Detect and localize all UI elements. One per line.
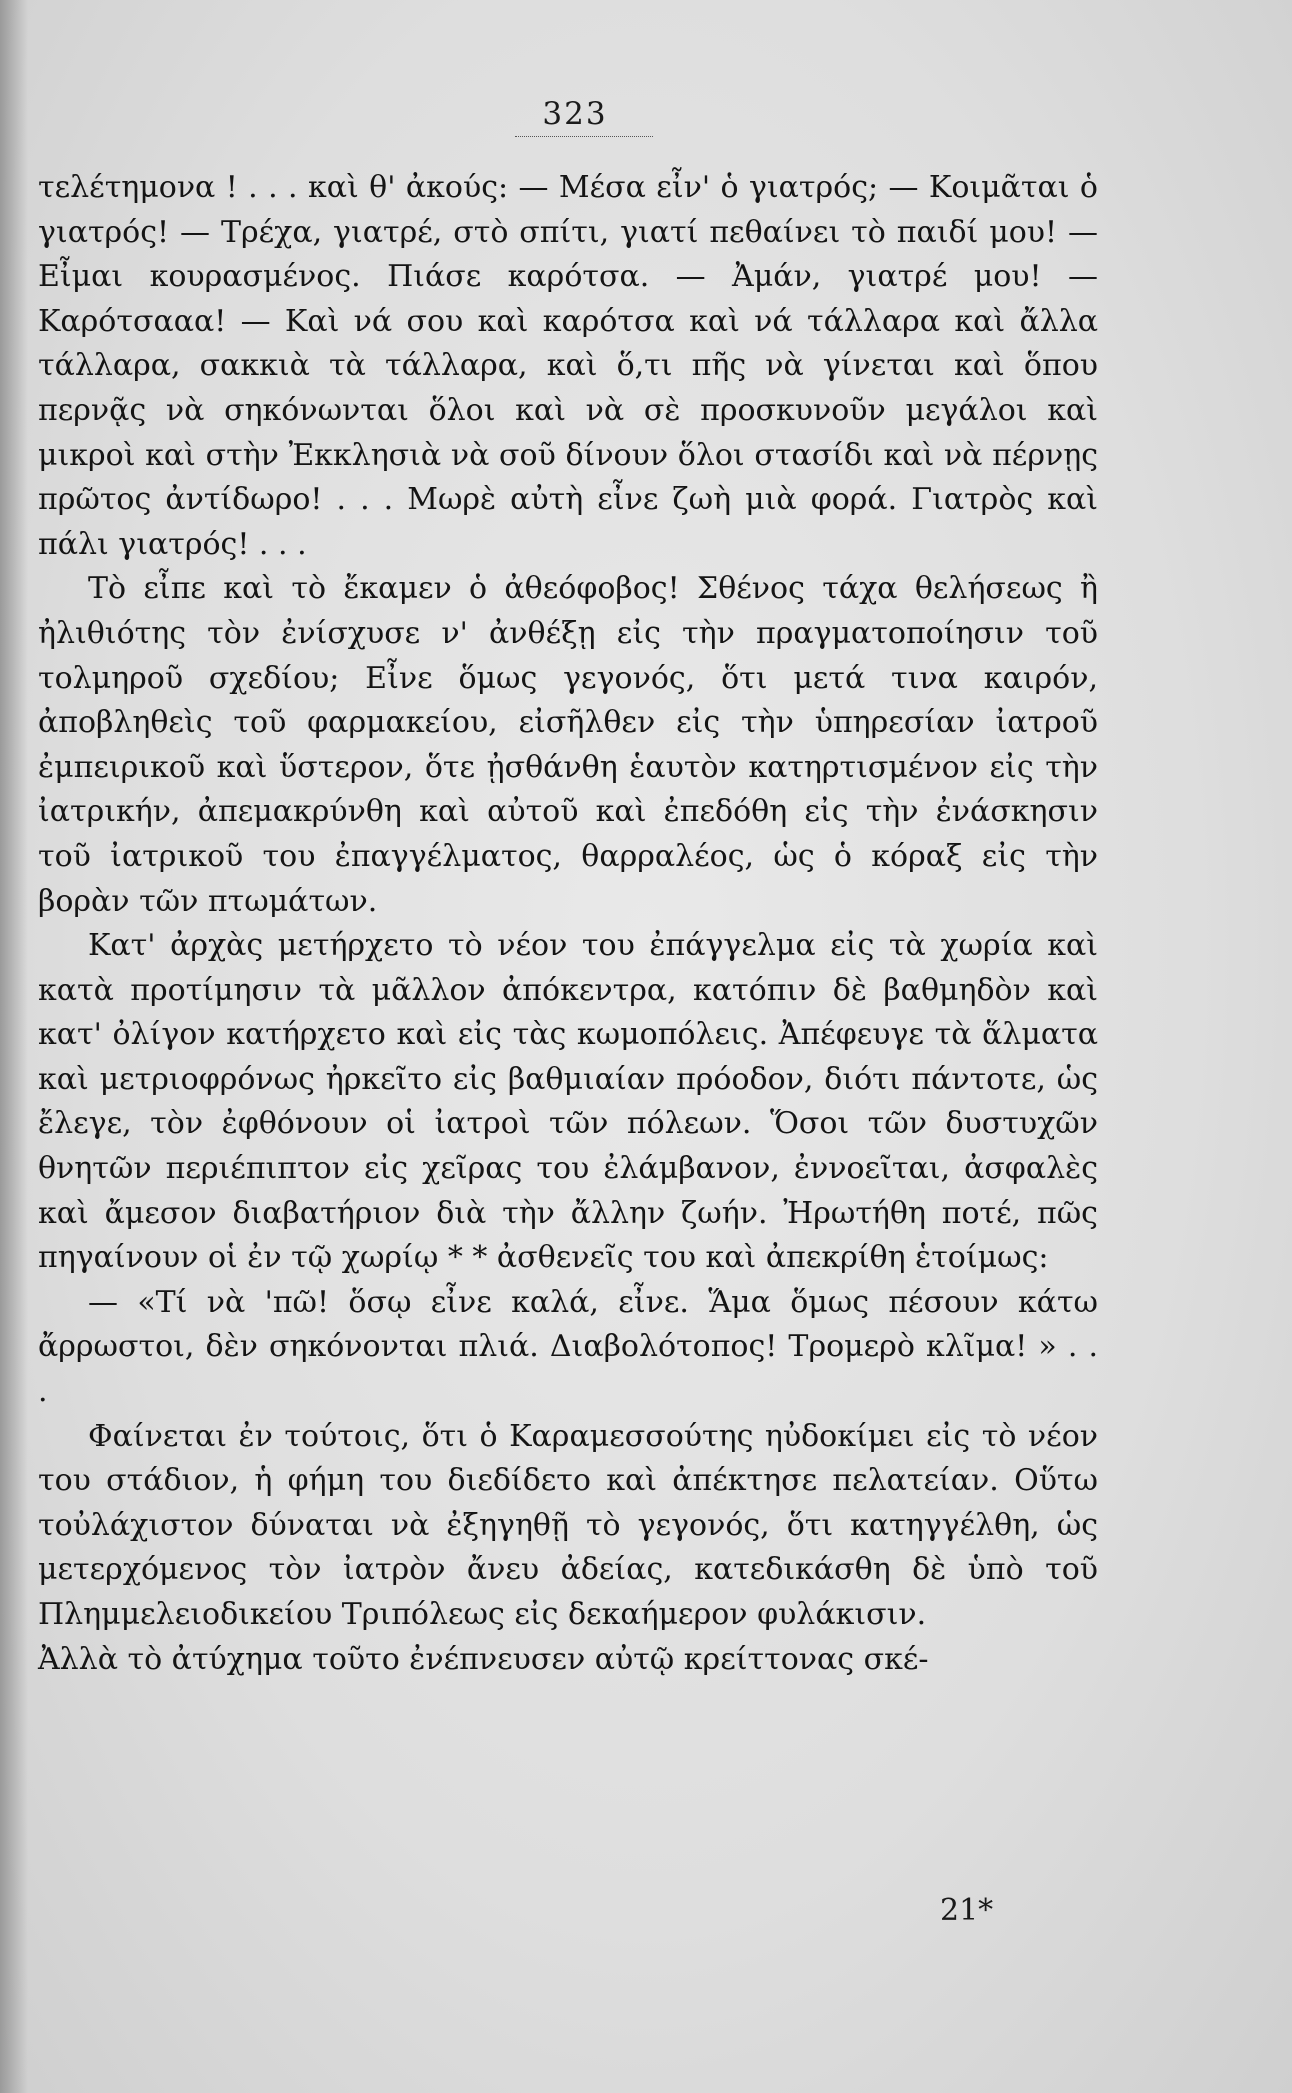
- page-edge-shadow: [0, 0, 28, 2093]
- page-number-underline: [515, 136, 653, 137]
- paragraph-3: Κατ' ἀρχὰς μετήρχετο τὸ νέον του ἐπάγγελμα εἰς τὰ χωρία καὶ κατὰ προτίμησιν τὰ μᾶλλον ἀπόκεντρα, κατόπιν δὲ βαθμηδὸν καὶ κατ' ὀλίγον κατήρχετο καὶ εἰς τὰς κωμοπόλεις. Ἀπέφευγε τὰ ἅλματα καὶ μετριοφρόνως ἠρκεῖτο εἰς βαθμιαίαν πρόοδον, διότι πάντοτε, ὡς ἔλεγε, τὸν ἐφθόνουν οἱ ἰατροὶ τῶν πόλεων. Ὅσοι τῶν δυστυχῶν θνητῶν περιέπιπτον εἰς χεῖρας του ἐλάμβανον, ἐννοεῖται, ἀσφαλὲς καὶ ἄμεσον διαβατήριον διὰ τὴν ἄλλην ζωήν. Ἠρωτήθη ποτέ, πῶς πηγαίνουν οἱ ἐν τῷ χωρίῳ * * ἀσθενεῖς του καὶ ἀπεκρίθη ἑτοίμως:: [38, 928, 1098, 1276]
- page-number: 323: [542, 96, 608, 132]
- paragraph-2: Τὸ εἶπε καὶ τὸ ἔκαμεν ὁ ἀθεόφοβος! Σθένος τάχα θελήσεως ἢ ἠλιθιότης τὸν ἐνίσχυσε ν' ἀνθέξῃ εἰς τὴν πραγματοποίησιν τοῦ τολμηροῦ σχεδίου; Εἶνε ὅμως γεγονός, ὅτι μετά τινα καιρόν, ἀποβληθεὶς τοῦ φαρμακείου, εἰσῆλθεν εἰς τὴν ὑπηρεσίαν ἰατροῦ ἐμπειρικοῦ καὶ ὕστερον, ὅτε ᾐσθάνθη ἑαυτὸν κατηρτισμένον εἰς τὴν ἰατρικήν, ἀπεμακρύνθη καὶ αὐτοῦ καὶ ἐπεδόθη εἰς τὴν ἐνάσκησιν τοῦ ἰατρικοῦ του ἐπαγγέλματος, θαρραλέος, ὡς ὁ κόραξ εἰς τὴν βορὰν τῶν πτωμάτων.: [38, 571, 1098, 919]
- paragraph-1: τελέτημονα ! . . . καὶ θ' ἀκούς: — Μέσα εἶν' ὁ γιατρός; — Κοιμᾶται ὁ γιατρός! — Τρέχα, γιατρέ, στὸ σπίτι, γιατί πεθαίνει τὸ παιδί μου! — Εἶμαι κουρασμένος. Πιάσε καρότσα. — Ἀμάν, γιατρέ μου! — Καρότσααα! — Καὶ νά σου καὶ καρότσα καὶ νά τάλλαρα καὶ ἄλλα τάλλαρα, σακκιὰ τὰ τάλλαρα, καὶ ὅ,τι πῆς νὰ γίνεται καὶ ὅπου περνᾷς νὰ σηκόνωνται ὅλοι καὶ νὰ σὲ προσκυνοῦν μεγάλοι καὶ μικροὶ καὶ στὴν Ἐκκλησιὰ νὰ σοῦ δίνουν ὅλοι στασίδι καὶ νὰ πέρνῃς πρῶτος ἀντίδωρο! . . . Μωρὲ αὐτὴ εἶνε ζωὴ μιὰ φορά. Γιατρὸς καὶ πάλι γιατρός! . . .: [38, 170, 1098, 562]
- body-text: [38, 166, 1098, 1682]
- paragraph-4: — «Τί νὰ 'πῶ! ὅσῳ εἶνε καλά, εἶνε. Ἅμα ὅμως πέσουν κάτω ἄρρωστοι, δὲν σηκόνονται πλιά. Διαβολότοπος! Τρομερὸ κλῖμα! » . . .: [38, 1284, 1098, 1410]
- paragraph-5: Φαίνεται ἐν τούτοις, ὅτι ὁ Καραμεσσούτης ηὐδοκίμει εἰς τὸ νέον του στάδιον, ἡ φήμη του διεδίδετο καὶ ἀπέκτησε πελατείαν. Οὕτω τοὐλάχιστον δύναται νὰ ἐξηγηθῇ τὸ γεγονός, ὅτι κατηγγέλθη, ὡς μετερχόμενος τὸν ἰατρὸν ἄνευ ἀδείας, κατεδικάσθη δὲ ὑπὸ τοῦ Πλημμελειοδικείου Τριπόλεως εἰς δεκαήμερον φυλάκισιν.: [38, 1418, 1098, 1632]
- paragraph-6: Ἀλλὰ τὸ ἀτύχημα τοῦτο ἐνέπνευσεν αὐτῷ κρείττονας σκέ-: [38, 1641, 929, 1677]
- signature-mark: 21*: [940, 1893, 994, 1928]
